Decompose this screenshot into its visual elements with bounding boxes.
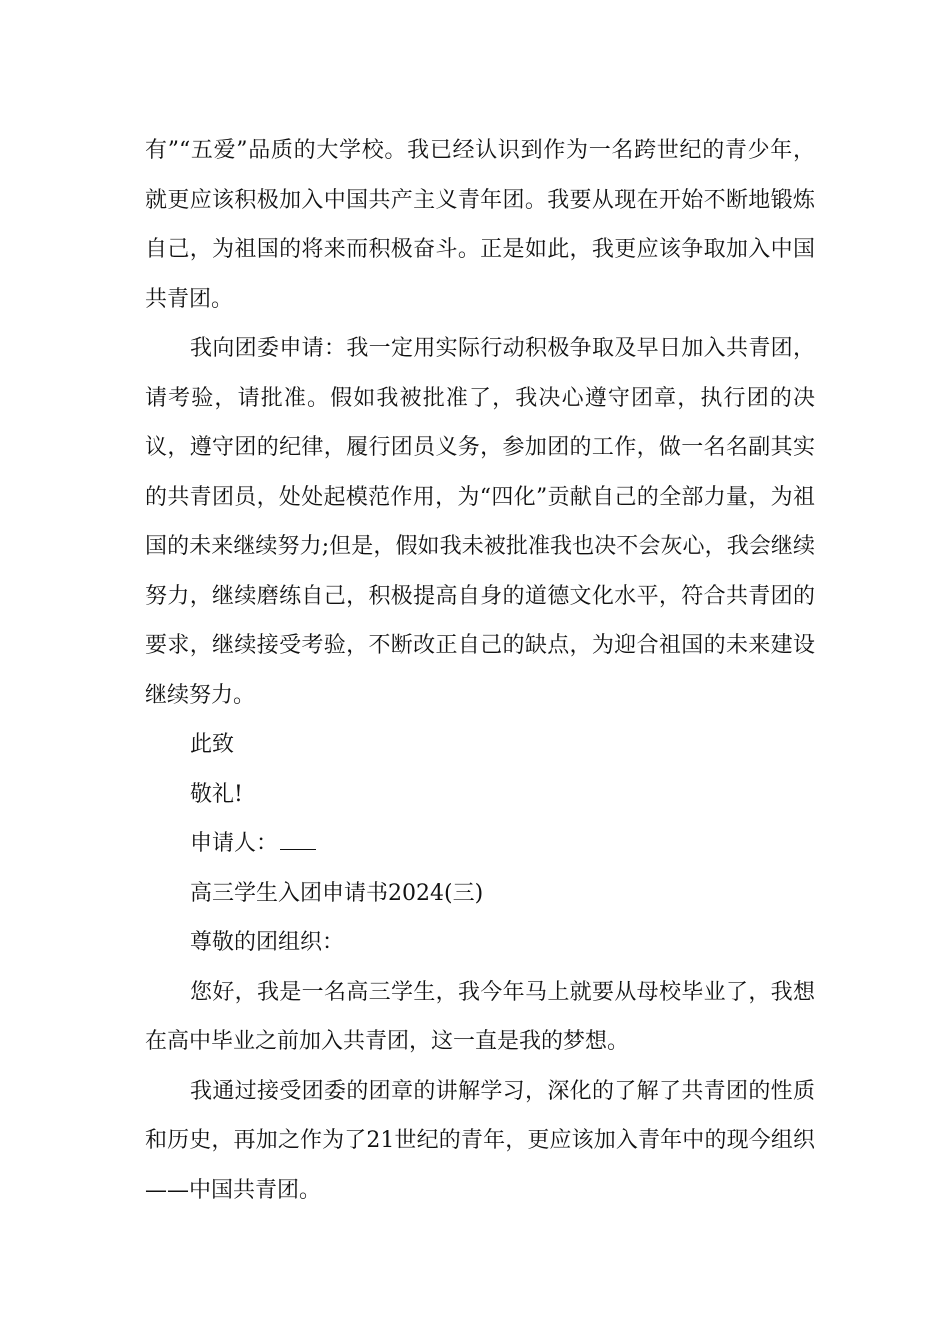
closing-line-1: 此致 — [190, 732, 235, 757]
document-body — [145, 126, 815, 1215]
paragraph-greeting: 您好，我是一名高三学生，我今年马上就要从母校毕业了，我想在高中毕业之前加入共青团，这一直是我的梦想。 — [145, 979, 815, 1054]
signature-blank — [280, 849, 316, 850]
section-title: 高三学生入团申请书2024(三) — [190, 880, 484, 906]
paragraph-continuation: 有”“五爱”品质的大学校。我已经认识到作为一名跨世纪的青少年，就更应该积极加入中国共产主义青年团。我要从现在开始不断地锻炼自己，为祖国的将来而积极奋斗。正是如此，我更应该争取加入中国共青团。 — [145, 138, 815, 312]
paragraph-application-request: 我向团委申请：我一定用实际行动积极争取及早日加入共青团，请考验，请批准。假如我被批准了，我决心遵守团章，执行团的决议，遵守团的纪律，履行团员义务，参加团的工作，做一名名副其实的共青团员，处处起模范作用，为“四化”贡献自己的全部力量，为祖国的未来继续努力;但是，假如我未被批准我也决不会灰心，我会继续努力，继续磨练自己，积极提高自身的道德文化水平，符合共青团的要求，继续接受考验，不断改正自己的缺点，为迎合祖国的未来建设继续努力。 — [145, 336, 815, 708]
closing-line-2: 敬礼! — [190, 781, 243, 807]
paragraph-study: 我通过接受团委的团章的讲解学习，深化的了解了共青团的性质和历史，再加之作为了21世纪的青年，更应该加入青年中的现今组织——中国共青团。 — [145, 1078, 815, 1203]
salutation: 尊敬的团组织： — [190, 930, 345, 955]
applicant-line — [145, 819, 815, 869]
applicant-label: 申请人： — [190, 831, 279, 856]
